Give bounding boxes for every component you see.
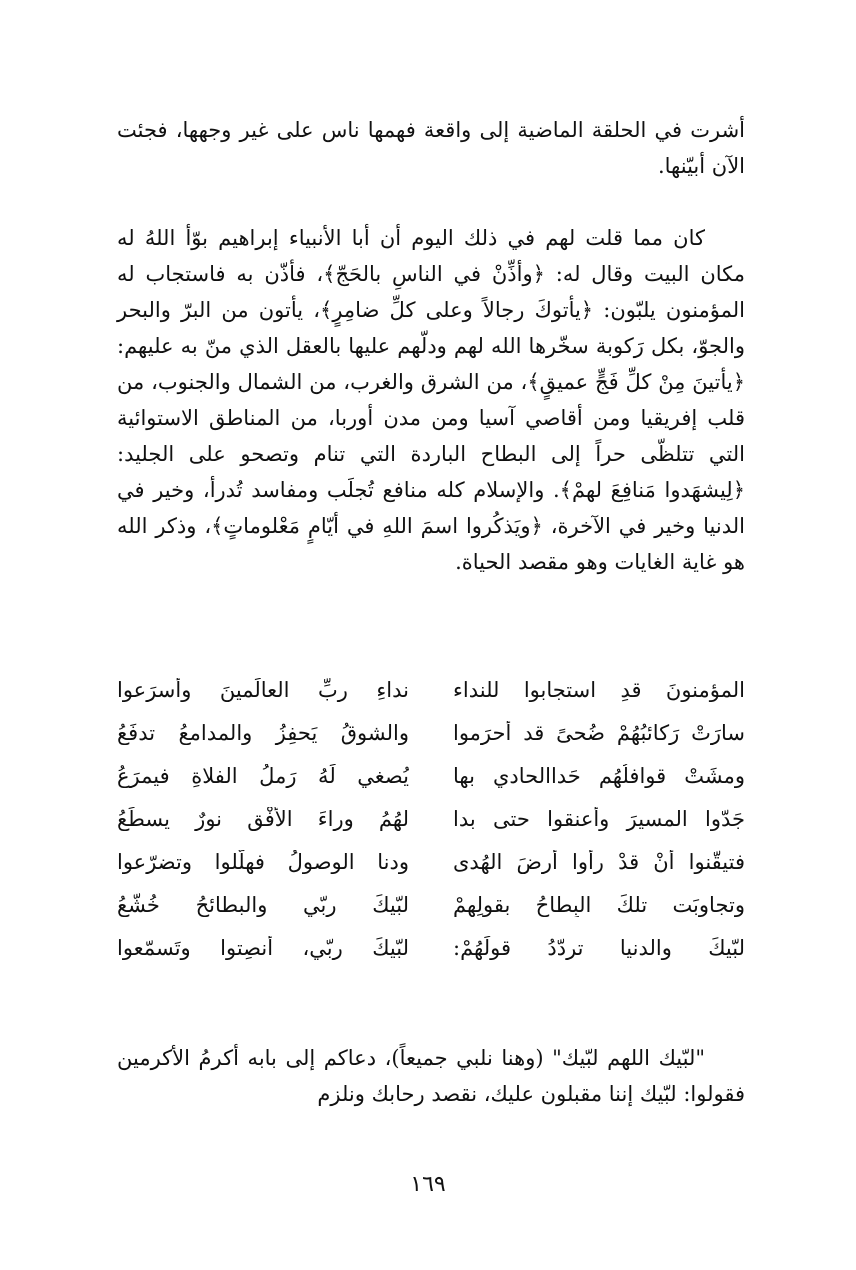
poem-verse <box>117 883 745 926</box>
verse-first-hemistich: ومشَتْ قوافلُهُم حَداالحادي بها <box>453 763 745 788</box>
verse-second-hemistich: والشوقُ يَحفِزُ والمدامعُ تدفَعُ <box>117 720 409 745</box>
verse-second-hemistich: لهُمُ وراءَ الأُفْقِ نورٌ يسطَعُ <box>117 806 409 831</box>
verse-second-hemistich: ودنا الوصولُ فهلّلوا وتضرّعوا <box>117 849 409 874</box>
verse-first-hemistich: المؤمنونَ قدِ استجابوا للنداء <box>453 677 745 702</box>
verse-first-hemistich: جَدّوا المسيرَ وأعنقوا حتى بدا <box>453 806 745 831</box>
paragraph-closing <box>117 1040 745 1112</box>
page-number: ١٦٩ <box>410 1172 446 1197</box>
poem-verse <box>117 840 745 883</box>
verse-second-hemistich: يُصغي لَهُ رَملُ الفلاةِ فيمرَعُ <box>117 763 409 788</box>
paragraph-text: كان مما قلت لهم في ذلك اليوم أن أبا الأنبياء إبراهيم بوّأ اللهُ له مكان البيت وقال له: ﴿وأذِّنْ في الناسِ بالحَجّ﴾، فأذّن به فاستجاب له المؤمنون يلبّون: ﴿يأتوكَ رجالاً وعلى كلِّ ضامِرٍ﴾، يأتون من البرّ والبحر والجوّ، بكل رَكوبة سخّرها الله لهم ودلّهم عليها بالعقل الذي منّ به عليهم: ﴿يأتينَ مِنْ كلِّ فَجٍّ عميقٍ﴾، من الشرق والغرب، من الشمال والجنوب، من قلب إفريقيا ومن أقاصي آسيا ومن مدن أوربا، من المناطق الاستوائية التي تتلظّى حراً إلى البطاح الباردة التي تنام وتصحو على الجليد: ﴿لِيشهَدوا مَنافِعَ لهمْ﴾. والإسلام كله منافع تُجلَب ومفاسد تُدرأ، وخير في الدنيا وخير في الآخرة، ﴿ويَذكُروا اسمَ اللهِ في أيّامٍ مَعْلوماتٍ﴾، وذكر الله هو غاية الغايات وهو مقصد الحياة. <box>117 226 745 574</box>
verse-first-hemistich: سارَتْ رَكائبُهُمْ ضُحىً قد أحرَموا <box>453 720 745 745</box>
paragraph-text: أشرت في الحلقة الماضية إلى واقعة فهمها ناس على غير وجهها، فجئت الآن أبيّنها. <box>117 118 745 178</box>
poem-verse <box>117 668 745 711</box>
verse-second-hemistich: لبّيكَ ربّي، أنصِتوا وتَسمّعوا <box>117 935 409 960</box>
verse-second-hemistich: نداءِ ربِّ العالَمينَ وأسرَعوا <box>117 677 409 702</box>
poem-verse <box>117 926 745 969</box>
verse-second-hemistich: لبّيكَ ربّي والبطائحُ خُشّعُ <box>117 892 409 917</box>
paragraph-main <box>117 220 745 580</box>
poem <box>117 668 745 969</box>
paragraph-intro <box>117 112 745 184</box>
verse-first-hemistich: لبّيكَ والدنيا تردّدُ قولَهُمْ: <box>453 935 745 960</box>
paragraph-text: "لبّيك اللهم لبّيك" (وهنا نلبي جميعاً)، دعاكم إلى بابه أكرمُ الأكرمين فقولوا: لبّيك إننا مقبلون عليك، نقصد رحابك ونلزم <box>117 1046 745 1106</box>
verse-first-hemistich: وتجاوبَت تلكَ البِطاحُ بقولِهِمْ <box>453 892 745 917</box>
poem-verse <box>117 797 745 840</box>
poem-verse <box>117 711 745 754</box>
verse-first-hemistich: فتيقّنوا أنْ قدْ رأَوا أرضَ الهُدى <box>453 849 745 874</box>
poem-verse <box>117 754 745 797</box>
